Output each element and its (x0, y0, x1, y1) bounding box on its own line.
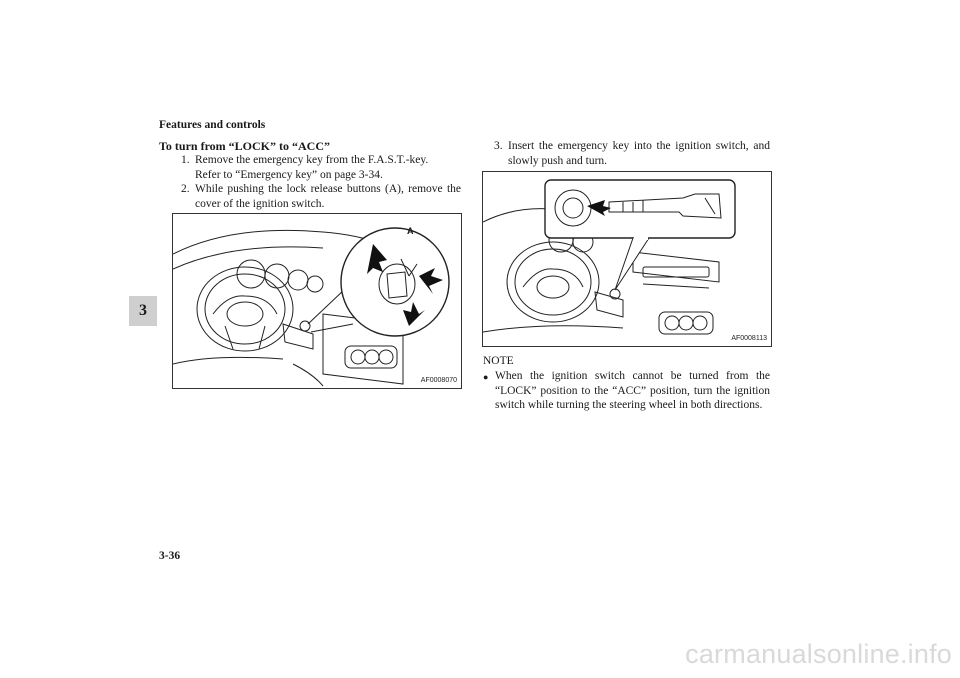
page-number: 3-36 (159, 550, 181, 562)
note-text-end: switch while turning the steering wheel in both directions. (495, 399, 763, 411)
watermark[interactable]: carmanualsonline.info (685, 639, 952, 669)
step-text-cont: cover of the ignition switch. (195, 197, 325, 210)
step-3 (494, 139, 770, 168)
step-text: Insert the emergency key into the ignition switch, and (508, 140, 770, 152)
figure-code: AF0008070 (420, 377, 457, 384)
emergency-key-illustration (482, 171, 772, 347)
step-text: While pushing the lock release buttons (A), remove the (195, 183, 461, 195)
note-label: NOTE (483, 355, 514, 367)
step-text-cont: Refer to “Emergency key” on page 3-34. (195, 168, 383, 181)
bullet-icon: ● (483, 372, 489, 382)
dashboard-drawing (173, 214, 461, 388)
step-number: 2. (181, 183, 190, 195)
running-header: Features and controls (159, 119, 266, 131)
step-text: Remove the emergency key from the F.A.S.T.-key. (195, 154, 429, 166)
step-number: 1. (181, 154, 190, 166)
ignition-cover-illustration (172, 213, 462, 389)
note-text-cont: “LOCK” position to the “ACC” position, turn the ignition (495, 384, 770, 397)
step-1 (181, 153, 461, 182)
note-text: When the ignition switch cannot be turned from the (495, 370, 770, 382)
callout-label-a: A (407, 226, 414, 236)
chapter-tab: 3 (129, 296, 157, 326)
step-number: 3. (494, 140, 503, 152)
note-item (483, 369, 770, 413)
step-text-cont: slowly push and turn. (508, 154, 608, 167)
section-title: To turn from “LOCK” to “ACC” (159, 139, 331, 153)
step-2 (181, 182, 461, 211)
key-insert-drawing (483, 172, 771, 346)
figure-code: AF0008113 (731, 335, 767, 342)
